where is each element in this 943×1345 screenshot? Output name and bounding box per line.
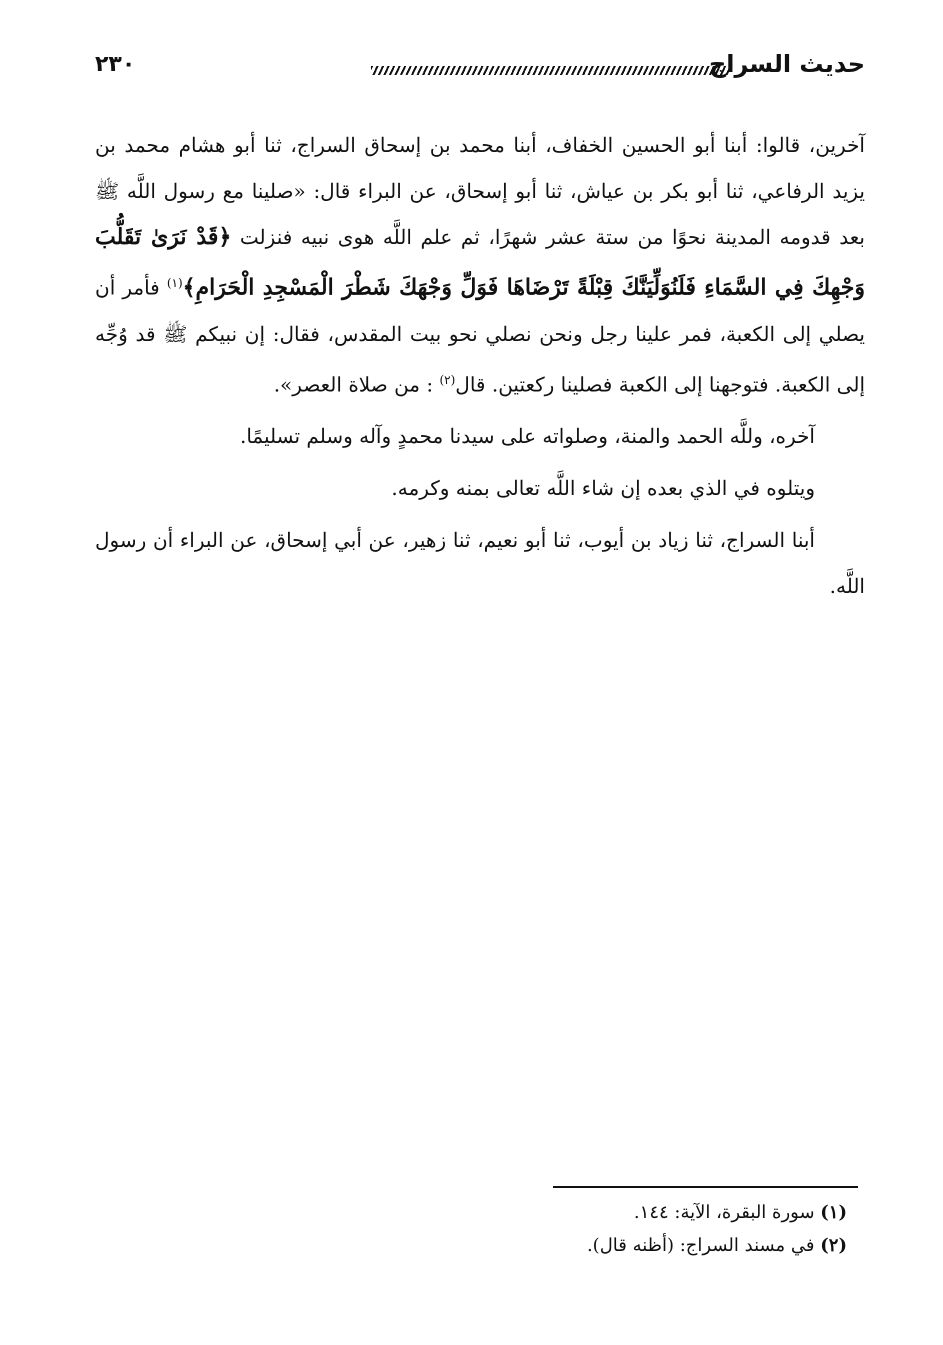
quran-verse: ﴿قَدْ نَرَىٰ تَقَلُّبَ وَجْهِكَ فِي السَّمَاءِ فَلَنُوَلِّيَنَّكَ قِبْلَةً تَرْضَاهَا فَوَلِّ وَجْهَكَ شَطْرَ الْمَسْجِدِ الْحَرَامِ﴾ bbox=[95, 224, 865, 301]
hadith-text-part-1: آخرين، قالوا: أبنا أبو الحسين الخفاف، أبنا محمد بن إسحاق السراج، ثنا أبو هشام محمد بن يزيد الرفاعي، ثنا أبو بكر بن عياش، ثنا أبو إسحاق، عن البراء قال: «صلينا مع رسول اللَّه ﷺ بعد قدومه المدينة نحوًا من ستة عشر شهرًا، ثم علم اللَّه هوى نبيه فنزلت bbox=[95, 133, 865, 249]
main-text bbox=[95, 122, 865, 615]
paragraph-closing: آخره، وللَّه الحمد والمنة، وصلواته على سيدنا محمدٍ وآله وسلم تسليمًا. bbox=[239, 424, 815, 449]
hadith-text-part-3: : من صلاة العصر». bbox=[273, 372, 440, 397]
page-number: ٢٣٠ bbox=[95, 52, 136, 77]
footnotes bbox=[95, 1196, 847, 1262]
footnote-1-text: سورة البقرة، الآية: ١٤٤. bbox=[633, 1202, 815, 1223]
paragraph-continuation: ويتلوه في الذي بعده إن شاء اللَّه تعالى بمنه وكرمه. bbox=[391, 476, 815, 501]
page-header bbox=[95, 50, 865, 100]
footnote-2 bbox=[95, 1229, 847, 1262]
footnote-1-number: (١) bbox=[820, 1202, 847, 1223]
footnote-1 bbox=[95, 1196, 847, 1229]
footnote-separator bbox=[553, 1186, 858, 1188]
paragraph-hadith bbox=[95, 122, 865, 407]
footnote-2-text: في مسند السراج: (أظنه قال). bbox=[586, 1235, 815, 1256]
header-ornament-rule bbox=[371, 66, 729, 75]
footnote-ref-1: (١) bbox=[166, 276, 183, 290]
footnote-ref-2: (٢) bbox=[439, 372, 456, 387]
hadith-text-part-2: فأمر أن يصلي إلى الكعبة، فمر علينا رجل ونحن نصلي نحو بيت المقدس، فقال: إن نبيكم ﷺ قد وُجِّه إلى الكعبة. فتوجهنا إلى الكعبة فصلينا ركعتين. قال bbox=[95, 275, 865, 397]
footnote-2-number: (٢) bbox=[820, 1235, 847, 1256]
paragraph-next-hadith: أبنا السراج، ثنا زياد بن أيوب، ثنا أبو نعيم، ثنا زهير، عن أبي إسحاق، عن البراء أن رسول اللَّه. bbox=[95, 528, 865, 599]
running-title: حديث السراج bbox=[708, 50, 865, 78]
